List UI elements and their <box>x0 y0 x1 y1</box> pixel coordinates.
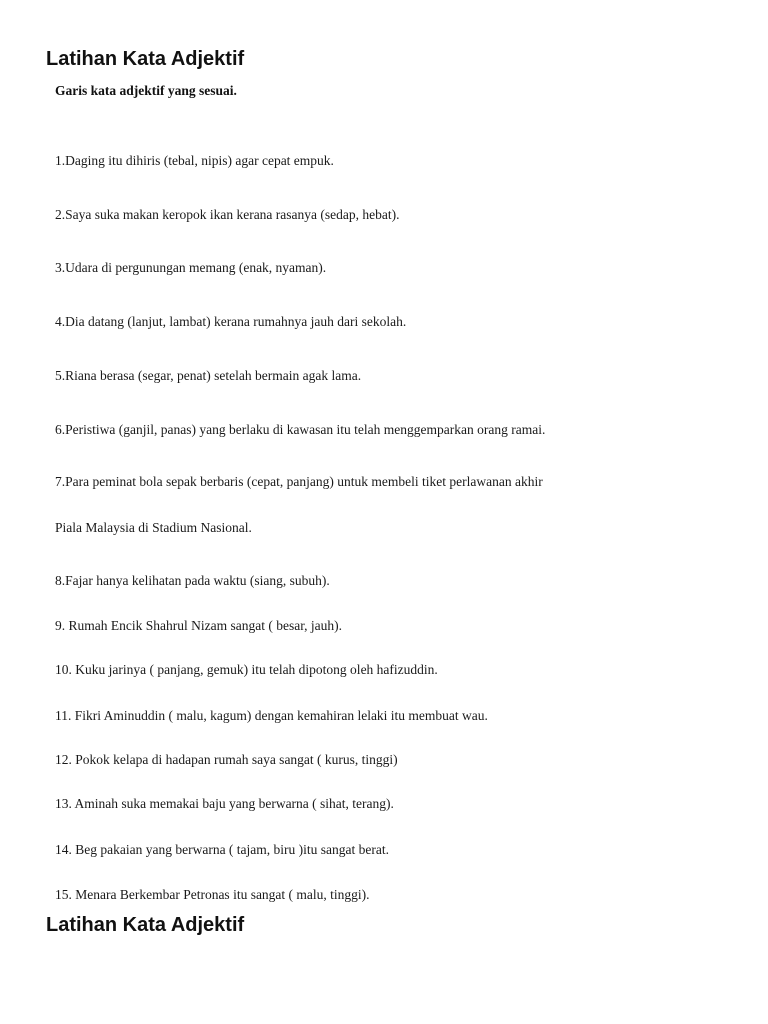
question-14: 14. Beg pakaian yang berwarna ( tajam, biru )itu sangat berat. <box>55 842 389 857</box>
question-12: 12. Pokok kelapa di hadapan rumah saya sangat ( kurus, tinggi) <box>55 752 398 767</box>
question-10: 10. Kuku jarinya ( panjang, gemuk) itu telah dipotong oleh hafizuddin. <box>55 662 438 677</box>
question-5: 5.Riana berasa (segar, penat) setelah bermain agak lama. <box>55 368 362 383</box>
question-13: 13. Aminah suka memakai baju yang berwarna ( sihat, terang). <box>55 796 394 811</box>
question-1: 1.Daging itu dihiris (tebal, nipis) agar cepat empuk. <box>55 153 334 168</box>
next-page-title: Latihan Kata Adjektif <box>46 914 245 936</box>
question-8: 8.Fajar hanya kelihatan pada waktu (siang, subuh). <box>55 573 330 588</box>
page-title: Latihan Kata Adjektif <box>46 48 245 70</box>
question-9: 9. Rumah Encik Shahrul Nizam sangat ( besar, jauh). <box>55 618 343 633</box>
question-11: 11. Fikri Aminuddin ( malu, kagum) dengan kemahiran lelaki itu membuat wau. <box>55 708 488 723</box>
question-6: 6.Peristiwa (ganjil, panas) yang berlaku di kawasan itu telah menggemparkan orang ramai. <box>55 422 546 437</box>
instruction-text: Garis kata adjektif yang sesuai. <box>55 83 237 98</box>
question-2: 2.Saya suka makan keropok ikan kerana rasanya (sedap, hebat). <box>55 207 400 222</box>
question-7-continuation: Piala Malaysia di Stadium Nasional. <box>55 520 252 535</box>
question-15: 15. Menara Berkembar Petronas itu sangat ( malu, tinggi). <box>55 887 370 902</box>
question-7: 7.Para peminat bola sepak berbaris (cepat, panjang) untuk membeli tiket perlawanan akhir <box>55 474 543 489</box>
question-3: 3.Udara di pergunungan memang (enak, nyaman). <box>55 260 327 275</box>
question-4: 4.Dia datang (lanjut, lambat) kerana rumahnya jauh dari sekolah. <box>55 314 407 329</box>
